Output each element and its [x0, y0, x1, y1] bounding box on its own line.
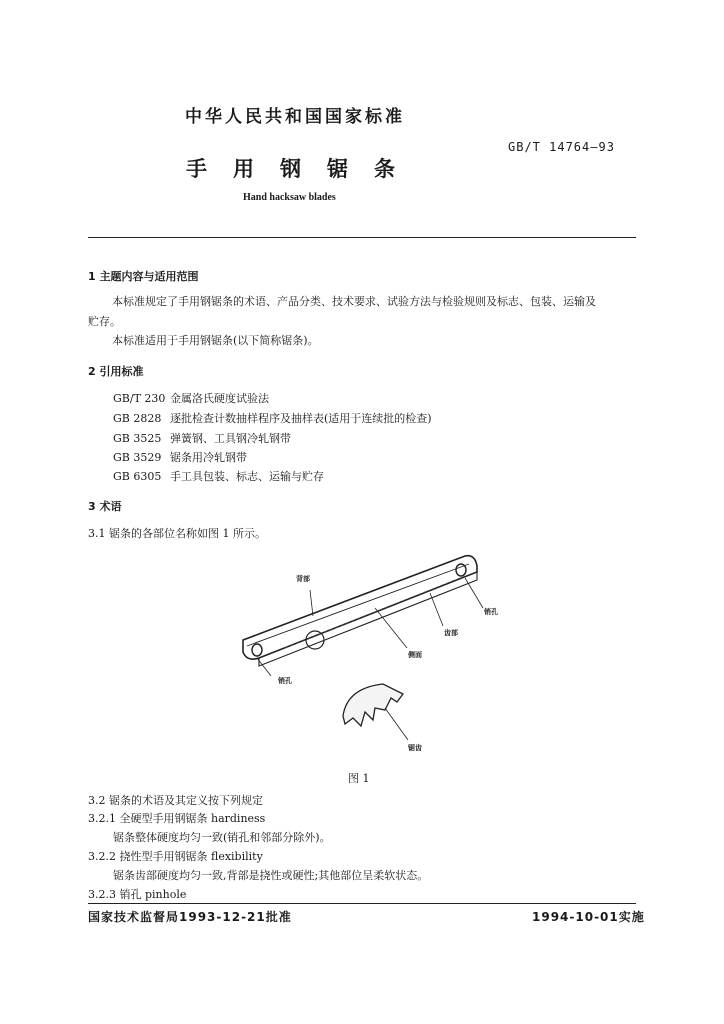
- detail-circle: [306, 631, 324, 649]
- reference-code: GB 6305: [113, 470, 162, 483]
- label-side: 侧面: [408, 651, 422, 659]
- reference-item: [113, 431, 291, 447]
- hacksaw-blade-figure: [225, 548, 515, 768]
- label-pin-hole-right: 销孔: [484, 608, 498, 616]
- section-3-heading: 3 术语: [88, 500, 122, 513]
- reference-item: [113, 391, 269, 407]
- label-teeth: 齿部: [444, 629, 458, 637]
- leader-teeth: [430, 593, 443, 626]
- blade-outline: [243, 556, 477, 659]
- standard-title-en: Hand hacksaw blades: [243, 192, 336, 203]
- clause-3-2-2-title: 3.2.2 挠性型手用钢锯条 flexibility: [88, 850, 263, 863]
- footer-divider: [88, 903, 636, 904]
- header-divider: [88, 237, 636, 238]
- reference-item: [113, 411, 432, 427]
- reference-code: GB 3529: [113, 451, 162, 464]
- figure-caption: 图 1: [348, 772, 370, 785]
- clause-3-2-3-title: 3.2.3 销孔 pinhole: [88, 888, 187, 901]
- leader-back: [310, 590, 313, 616]
- issuer-title: 中华人民共和国国家标准: [185, 107, 405, 127]
- clause-3-2-1-body: 锯条整体硬度均匀一致(销孔和邻部分除外)。: [113, 831, 331, 844]
- leader-pin-hole-left: [257, 658, 271, 676]
- label-back: 背部: [296, 575, 310, 583]
- clause-3-2-1-title: 3.2.1 全硬型手用钢锯条 hardiness: [88, 812, 266, 825]
- reference-item: [113, 450, 247, 466]
- effective-date: 1994-10-01实施: [532, 910, 645, 924]
- reference-code: GB 3525: [113, 432, 162, 445]
- leader-tooth-set: [385, 708, 408, 740]
- tooth-detail: [343, 684, 403, 726]
- pin-hole-right: [456, 564, 466, 576]
- reference-title: 锯条用冷轧钢带: [170, 451, 247, 464]
- standard-title-cn: 手用钢锯条: [186, 156, 421, 181]
- label-pin-hole-left: 销孔: [278, 677, 292, 685]
- approval-date: 国家技术监督局1993-12-21批准: [88, 910, 292, 924]
- section-1-para1-line2: 贮存。: [88, 315, 121, 328]
- reference-title: 逐批检查计数抽样程序及抽样表(适用于连续批的检查): [170, 412, 432, 425]
- clause-3-2: 3.2 锯条的术语及其定义按下列规定: [88, 794, 263, 807]
- section-2-heading: 2 引用标准: [88, 365, 144, 378]
- blade-side-face: [259, 572, 477, 666]
- standard-number: GB/T 14764—93: [508, 140, 615, 154]
- reference-title: 金属洛氏硬度试验法: [170, 392, 269, 405]
- reference-title: 手工具包装、标志、运输与贮存: [170, 470, 324, 483]
- pin-hole-left: [252, 644, 262, 656]
- clause-3-2-2-body: 锯条齿部硬度均匀一致,背部是挠性或硬性;其他部位呈柔软状态。: [113, 869, 429, 882]
- clause-3-1: 3.1 锯条的各部位名称如图 1 所示。: [88, 527, 266, 540]
- section-1-para1-line1: 本标准规定了手用钢锯条的术语、产品分类、技术要求、试验方法与检验规则及标志、包装、运输及: [112, 295, 596, 308]
- reference-code: GB/T 230: [113, 392, 166, 405]
- section-1-heading: 1 主题内容与适用范围: [88, 270, 199, 283]
- reference-code: GB 2828: [113, 412, 162, 425]
- section-1-para2: 本标准适用于手用钢锯条(以下简称锯条)。: [112, 334, 319, 347]
- label-tooth-set: 锯齿: [408, 744, 422, 752]
- leader-pin-hole-right: [465, 578, 483, 608]
- reference-item: [113, 469, 324, 485]
- reference-title: 弹簧钢、工具钢冷轧钢带: [170, 432, 291, 445]
- blade-back-edge: [247, 564, 469, 646]
